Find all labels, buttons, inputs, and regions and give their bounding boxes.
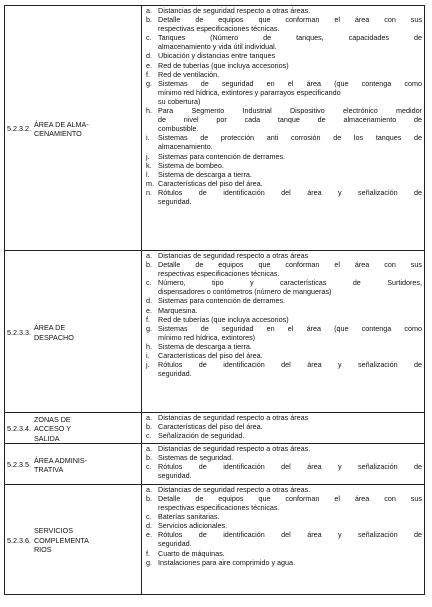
section-title-line: CENAMIENTO xyxy=(33,129,82,138)
section-title-line: ÁREA ADMINIS- xyxy=(33,455,88,465)
list-item-text-line: Para Segmento Industrial Dispositivo electrónico medidor xyxy=(158,106,422,116)
list-item-text-line: mínimo red hídrica, extintores) xyxy=(158,332,256,342)
list-item xyxy=(146,530,422,548)
list-item-text xyxy=(158,558,422,567)
list-item-text-line: Sistemas de seguridad. xyxy=(158,452,234,462)
list-item-letter: f. xyxy=(146,314,150,324)
section-title-line: ÁREA DE ALMA- xyxy=(33,119,89,129)
list-item-letter: m. xyxy=(146,178,154,188)
section-title-line: ZONAS DE xyxy=(33,415,71,424)
list-item-text-line: dispensadores o contómetros (número de mangueras) xyxy=(158,287,332,297)
section-title-line: ÁREA DE xyxy=(33,323,66,333)
list-item-letter: f. xyxy=(146,548,150,558)
list-item-text xyxy=(158,530,422,548)
list-item-letter: c. xyxy=(146,278,152,288)
list-item xyxy=(146,106,422,133)
list-item-text xyxy=(158,79,422,106)
list-item-text-line: Red de ventilación. xyxy=(158,69,220,79)
list-item-letter: g. xyxy=(146,78,152,88)
section-heading-cell xyxy=(5,6,142,251)
section-title-line: COMPLEMENTA xyxy=(33,535,89,545)
section-title xyxy=(34,415,71,443)
section-row xyxy=(5,413,425,444)
section-row xyxy=(5,6,425,251)
section-heading xyxy=(7,526,138,554)
list-item-letter: j. xyxy=(146,151,150,161)
section-title-line: SERVICIOS xyxy=(33,526,73,536)
list-item-text xyxy=(158,161,422,170)
section-heading-cell xyxy=(5,443,142,484)
list-item-text-line: Instalaciones para aire comprimido y agua. xyxy=(158,557,296,567)
list-item-letter: i. xyxy=(146,133,150,143)
list-item-text xyxy=(158,152,422,161)
list-item xyxy=(146,549,422,558)
list-item-text xyxy=(158,51,422,60)
list-item-letter: n. xyxy=(146,187,152,197)
section-heading xyxy=(7,415,138,443)
list-item xyxy=(146,278,422,296)
list-item xyxy=(146,296,422,305)
list-item-letter: b. xyxy=(146,452,152,462)
list-item-text xyxy=(158,33,422,51)
list-item-letter: c. xyxy=(146,462,152,472)
list-item-text xyxy=(158,494,422,512)
list-item xyxy=(146,161,422,170)
list-item xyxy=(146,152,422,161)
list-item-text-line: seguridad. xyxy=(158,539,192,549)
list-item xyxy=(146,251,422,260)
list-item-letter: a. xyxy=(146,251,152,260)
list-item-text xyxy=(158,453,422,462)
list-item-letter: a. xyxy=(146,484,152,494)
list-item xyxy=(146,558,422,567)
list-item-text xyxy=(158,296,422,305)
section-title xyxy=(34,526,89,554)
list-item xyxy=(146,431,422,440)
list-item-letter: c. xyxy=(146,431,152,441)
section-row xyxy=(5,443,425,484)
list-item xyxy=(146,315,422,324)
list-item-text-line: Distancias de seguridad respecto a otras áreas xyxy=(158,251,309,260)
requirements-table-body xyxy=(5,6,425,595)
section-title xyxy=(34,456,87,475)
section-number: 5.2.3.5. xyxy=(7,460,31,470)
section-title xyxy=(34,120,89,139)
list-item-letter: i. xyxy=(146,351,150,361)
list-item-text xyxy=(158,188,422,206)
list-item-letter: b. xyxy=(146,493,152,503)
list-item-text xyxy=(158,462,422,480)
list-item-text-line: Sistemas de protección anti corrosión de los tanques de xyxy=(158,133,422,143)
list-item xyxy=(146,485,422,494)
list-item-text xyxy=(158,422,422,431)
list-item xyxy=(146,351,422,360)
section-number: 5.2.3.4. xyxy=(7,424,31,434)
list-item-letter: f. xyxy=(146,69,150,79)
section-heading-cell xyxy=(5,484,142,594)
list-item-text-line: Rótulos de identificación del área y señalización de xyxy=(158,187,422,197)
list-item-text xyxy=(158,512,422,521)
list-item-letter: b. xyxy=(146,15,152,25)
list-item-text xyxy=(158,260,422,278)
section-heading xyxy=(7,120,138,139)
list-item-text-line: Distancias de seguridad respecto a otras áreas. xyxy=(158,484,311,494)
list-item-text-line: Baterías sanitarias. xyxy=(158,512,220,522)
list-item-text-line: Sistemas de seguridad en el área (que contenga como xyxy=(158,78,422,88)
list-item-text-line: Sistema de descarga a tierra. xyxy=(158,341,252,351)
list-item xyxy=(146,512,422,521)
section-heading-cell xyxy=(5,251,142,413)
list-item-text xyxy=(158,61,422,70)
list-item-text-line: Distancias de seguridad respecto a otras áreas. xyxy=(158,443,311,453)
list-item-letter: c. xyxy=(146,33,152,43)
list-item xyxy=(146,70,422,79)
list-item xyxy=(146,324,422,342)
section-items-cell xyxy=(142,484,425,594)
list-item-text xyxy=(158,15,422,33)
list-item xyxy=(146,422,422,431)
list-item xyxy=(146,15,422,33)
list-item-letter: a. xyxy=(146,443,152,453)
list-item-letter: h. xyxy=(146,106,152,116)
list-item-letter: e. xyxy=(146,305,152,315)
list-item-text-line: Características del piso del área. xyxy=(158,422,263,432)
list-item-text-line: Red de tuberías (que incluya accesorios) xyxy=(158,60,289,70)
list-item-text-line: Distancias de seguridad respecto a otras áreas xyxy=(158,413,309,422)
section-heading xyxy=(7,456,138,475)
list-item-letter: e. xyxy=(146,530,152,540)
list-item xyxy=(146,413,422,422)
section-title-line: DESPACHO xyxy=(33,332,74,342)
list-item xyxy=(146,462,422,480)
list-item-text-line: respectivas especificaciones técnicas. xyxy=(158,503,280,513)
list-item-text xyxy=(158,278,422,296)
list-item-text xyxy=(158,133,422,151)
section-number: 5.2.3.3. xyxy=(7,327,31,337)
list-item-text xyxy=(158,431,422,440)
list-item xyxy=(146,133,422,151)
section-heading-cell xyxy=(5,413,142,444)
requirements-table xyxy=(4,5,425,595)
list-item-letter: d. xyxy=(146,51,152,61)
section-items-cell xyxy=(142,251,425,413)
section-title-line: RIOS xyxy=(33,545,52,555)
list-item xyxy=(146,260,422,278)
list-item-text-line: mínimo red hídrica, extintores y pararrayos especificando xyxy=(158,87,341,97)
list-item xyxy=(146,33,422,51)
list-item-text-line: Distancias de seguridad respecto a otras áreas. xyxy=(158,6,311,15)
list-item-letter: g. xyxy=(146,323,152,333)
list-item xyxy=(146,444,422,453)
list-item-letter: j. xyxy=(146,360,150,370)
list-item-text xyxy=(158,549,422,558)
list-item-letter: d. xyxy=(146,296,152,306)
list-item-text-line: seguridad. xyxy=(158,196,192,206)
list-item xyxy=(146,360,422,378)
list-item xyxy=(146,188,422,206)
list-item-text-line: Servicios adicionales. xyxy=(158,521,228,531)
list-item xyxy=(146,170,422,179)
list-item xyxy=(146,6,422,15)
list-item xyxy=(146,51,422,60)
list-item-letter: d. xyxy=(146,521,152,531)
list-item-text-line: su cobertura) xyxy=(158,96,201,106)
list-item xyxy=(146,79,422,106)
list-item-text xyxy=(158,306,422,315)
list-item-letter: c. xyxy=(146,512,152,522)
list-item-text-line: seguridad. xyxy=(158,369,192,379)
list-item-text-line: respectivas especificaciones técnicas. xyxy=(158,269,280,279)
list-item-text xyxy=(158,360,422,378)
list-item xyxy=(146,453,422,462)
list-item-text xyxy=(158,251,422,260)
list-item-text xyxy=(158,342,422,351)
list-item-text-line: Red de tuberías (que incluya accesorios) xyxy=(158,314,289,324)
list-item-text xyxy=(158,170,422,179)
list-item-text-line: respectivas especificaciones técnicas. xyxy=(158,24,280,34)
section-row xyxy=(5,251,425,413)
list-item-text-line: Marquesina. xyxy=(158,305,198,315)
list-item-text-line: Sistemas para contención de derrames. xyxy=(158,296,286,306)
list-item-text xyxy=(158,351,422,360)
section-items-cell xyxy=(142,6,425,251)
section-row xyxy=(5,484,425,594)
list-item-text xyxy=(158,70,422,79)
list-item-text-line: Cuarto de máquinas. xyxy=(158,548,225,558)
list-item-text-line: Detalle de equipos que conforman el área con sus xyxy=(158,15,422,25)
list-item-letter: h. xyxy=(146,341,152,351)
list-item xyxy=(146,61,422,70)
list-item xyxy=(146,179,422,188)
list-item-letter: l. xyxy=(146,169,150,179)
list-item-text xyxy=(158,413,422,422)
section-items-cell xyxy=(142,443,425,484)
list-item-letter: e. xyxy=(146,60,152,70)
list-item xyxy=(146,494,422,512)
list-item-text-line: Detalle de equipos que conforman el área con sus xyxy=(158,260,422,270)
list-item-text-line: de nivel por cada tanque de almacenamiento de xyxy=(158,115,422,125)
list-item-text xyxy=(158,179,422,188)
list-item-text xyxy=(158,315,422,324)
list-item-text-line: Tanques (Número de tanques, capacidades de xyxy=(158,33,422,43)
section-number: 5.2.3.2. xyxy=(7,124,31,134)
list-item-text-line: almacenamiento y vida útil individual. xyxy=(158,42,277,52)
list-item-text-line: Sistema de bombeo. xyxy=(158,160,224,170)
list-item-text-line: Detalle de equipos que conforman el área con sus xyxy=(158,493,422,503)
list-item-text-line: Ubicación y distancias entre tanques xyxy=(158,51,276,61)
list-item-letter: g. xyxy=(146,557,152,567)
section-title-line: TRATIVA xyxy=(33,464,64,474)
list-item-text xyxy=(158,444,422,453)
list-item-text xyxy=(158,6,422,15)
list-item-text xyxy=(158,106,422,133)
list-item-text-line: Características del piso del área. xyxy=(158,351,263,361)
section-heading xyxy=(7,323,138,342)
list-item-text-line: seguridad. xyxy=(158,471,192,481)
list-item xyxy=(146,521,422,530)
section-title xyxy=(34,323,74,342)
section-items-cell xyxy=(142,413,425,444)
section-title-line: ACCESO Y xyxy=(33,424,71,434)
list-item-text-line: Rótulos de identificación del área y señalización de xyxy=(158,530,422,540)
section-title-line: SALIDA xyxy=(33,433,60,443)
list-item-letter: a. xyxy=(146,6,152,15)
list-item-letter: b. xyxy=(146,422,152,432)
list-item-text-line: Rótulos de identificación del área y señalización de xyxy=(158,462,422,472)
list-item-text xyxy=(158,324,422,342)
list-item-text-line: Número, tipo y características de Surtidores, xyxy=(158,278,422,288)
list-item xyxy=(146,306,422,315)
list-item-text xyxy=(158,485,422,494)
list-item-text-line: Sistema de descarga a tierra. xyxy=(158,169,252,179)
list-item-letter: a. xyxy=(146,413,152,422)
list-item-text-line: Señalización de seguridad. xyxy=(158,431,245,441)
list-item-letter: k. xyxy=(146,160,152,170)
list-item-letter: b. xyxy=(146,260,152,270)
list-item-text xyxy=(158,521,422,530)
list-item-text-line: Sistemas de seguridad en el área (que contenga como xyxy=(158,323,422,333)
list-item xyxy=(146,342,422,351)
list-item-text-line: Rótulos de identificación del área y señalización de xyxy=(158,360,422,370)
section-number: 5.2.3.6. xyxy=(7,535,31,545)
list-item-text-line: Características del piso del área. xyxy=(158,178,263,188)
list-item-text-line: Sistemas para contención de derrames. xyxy=(158,151,286,161)
list-item-text-line: almacenamiento. xyxy=(158,142,213,152)
list-item-text-line: combustible. xyxy=(158,124,199,134)
